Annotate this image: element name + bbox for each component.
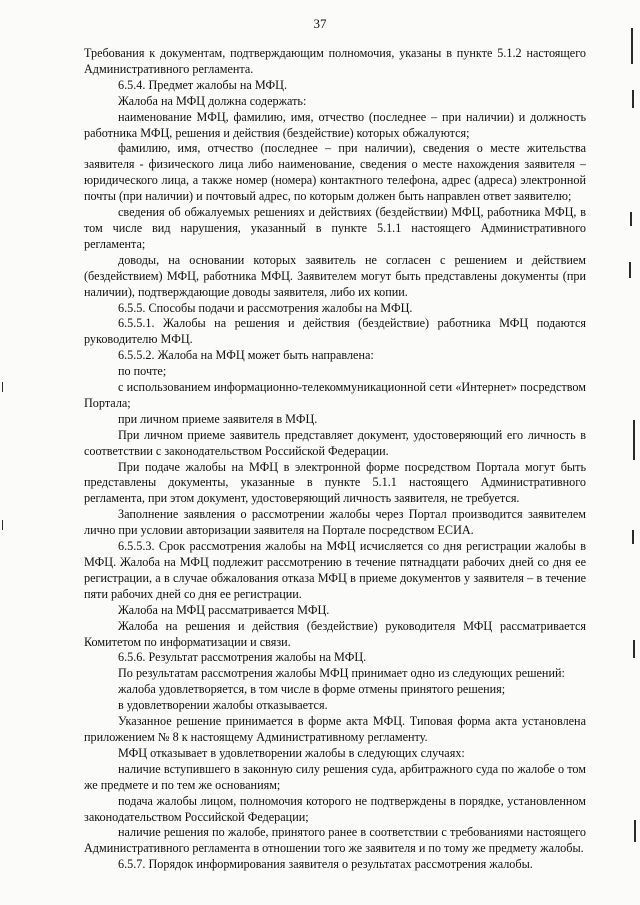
paragraph: 6.5.7. Порядок информирования заявителя о результатах рассмотрения жалобы. [118,857,533,872]
paragraph: Жалоба на решения и действия (бездействие) руководителя МФЦ рассматривается Комитетом по информатизации и связи. [84,618,586,649]
paragraph: МФЦ отказывает в удовлетворении жалобы в следующих случаях: [118,745,465,760]
paragraph: сведения об обжалуемых решениях и действиях (бездействии) МФЦ, работника МФЦ, в том числе вид нарушения, указанный в пункте 5.1.1 настоящего Административного регламента; [84,205,586,251]
paragraph: в удовлетворении жалобы отказывается. [118,698,328,713]
paragraph: 6.5.6. Результат рассмотрения жалобы на МФЦ. [118,650,367,665]
scan-mark [634,820,636,842]
paragraph: 6.5.5.2. Жалоба на МФЦ может быть направлена: [118,348,374,363]
paragraph: с использованием информационно-телекоммуникационной сети «Интернет» посредством Портала; [84,380,586,410]
scan-mark [633,420,635,460]
paragraph: Жалоба на МФЦ рассматривается МФЦ. [118,602,330,617]
scan-mark [630,212,632,226]
paragraph: Требования к документам, подтверждающим полномочия, указаны в пункте 5.1.2 настоящего Административного регламента. [84,46,586,76]
paragraph: 6.5.5.3. Срок рассмотрения жалобы на МФЦ исчисляется со дня регистрации жалобы в МФЦ. Жалоба на МФЦ подлежит рассмотрению в течение пятнадцати рабочих дней со дня ее регистрации, а в случае обжалования отказа МФЦ в приеме документов у заявителя – в течение пяти рабочих дней со дня ее регистрации. [84,539,586,601]
paragraph: наличие вступившего в законную силу решения суда, арбитражного суда по жалобе о том же предмете и по тем же основаниям; [84,761,586,792]
paragraph: 6.5.5.1. Жалобы на решения и действия (бездействие) работника МФЦ подаются руководителю МФЦ. [84,316,586,347]
scan-mark [2,520,3,530]
paragraph: при личном приеме заявителя в МФЦ. [118,411,318,426]
paragraph: По результатам рассмотрения жалобы МФЦ принимает одно из следующих решений: [118,666,565,681]
paragraph: 6.5.5. Способы подачи и рассмотрения жалобы на МФЦ. [118,300,413,315]
scan-mark [2,382,3,392]
paragraph: доводы, на основании которых заявитель не согласен с решением и действием (бездействием) МФЦ, работника МФЦ. Заявителем могут быть представлены документы (при наличии), подтверждающие доводы заявителя, либо их копии. [84,252,586,299]
scan-mark [633,640,635,658]
document-body [84,46,586,873]
paragraph: жалоба удовлетворяется, в том числе в форме отмены принятого решения; [118,682,506,697]
scan-mark [629,262,631,278]
paragraph: 6.5.4. Предмет жалобы на МФЦ. [118,77,287,92]
paragraph: Заполнение заявления о рассмотрении жалобы через Портал производится заявителем лично при условии авторизации заявителя на Портале посредством ЕСИА. [84,507,586,538]
paragraph: подача жалобы лицом, полномочия которого не подтверждены в порядке, установленном законодательством Российской Федерации; [84,793,586,824]
page-number: 37 [313,16,327,31]
scan-mark [632,530,634,544]
paragraph: Указанное решение принимается в форме акта МФЦ. Типовая форма акта установлена приложением № 8 к настоящему Административному регламенту. [84,714,586,744]
paragraph: по почте; [118,364,167,379]
paragraph: При личном приеме заявитель представляет документ, удостоверяющий его личность в соответствии с законодательством Российской Федерации. [84,427,586,458]
scan-mark [631,28,633,64]
paragraph: наличие решения по жалобе, принятого ранее в соответствии с требованиями настоящего Административного регламента в отношении того же заявителя и по тому же предмету жалобы. [84,825,586,856]
paragraph: Жалоба на МФЦ должна содержать: [118,93,307,108]
paragraph: При подаче жалобы на МФЦ в электронной форме посредством Портала могут быть представлены документы, указанные в пункте 5.1.1 настоящего Административного регламента, при этом документ, удостоверяющий личность заявителя, не требуется. [84,459,586,506]
scan-mark [632,90,634,108]
paragraph: наименование МФЦ, фамилию, имя, отчество (последнее – при наличии) и должность работника МФЦ, решения и действия (бездействие) которых обжалуются; [84,109,586,140]
paragraph: фамилию, имя, отчество (последнее – при наличии), сведения о месте жительства заявителя - физического лица либо наименование, сведения о месте нахождения заявителя – юридического лица, а также номер (номера) контактного телефона, адрес (адреса) электронной почты (при наличии) и почтовый адрес, по которым должен быть направлен ответ заявителю; [84,141,586,204]
